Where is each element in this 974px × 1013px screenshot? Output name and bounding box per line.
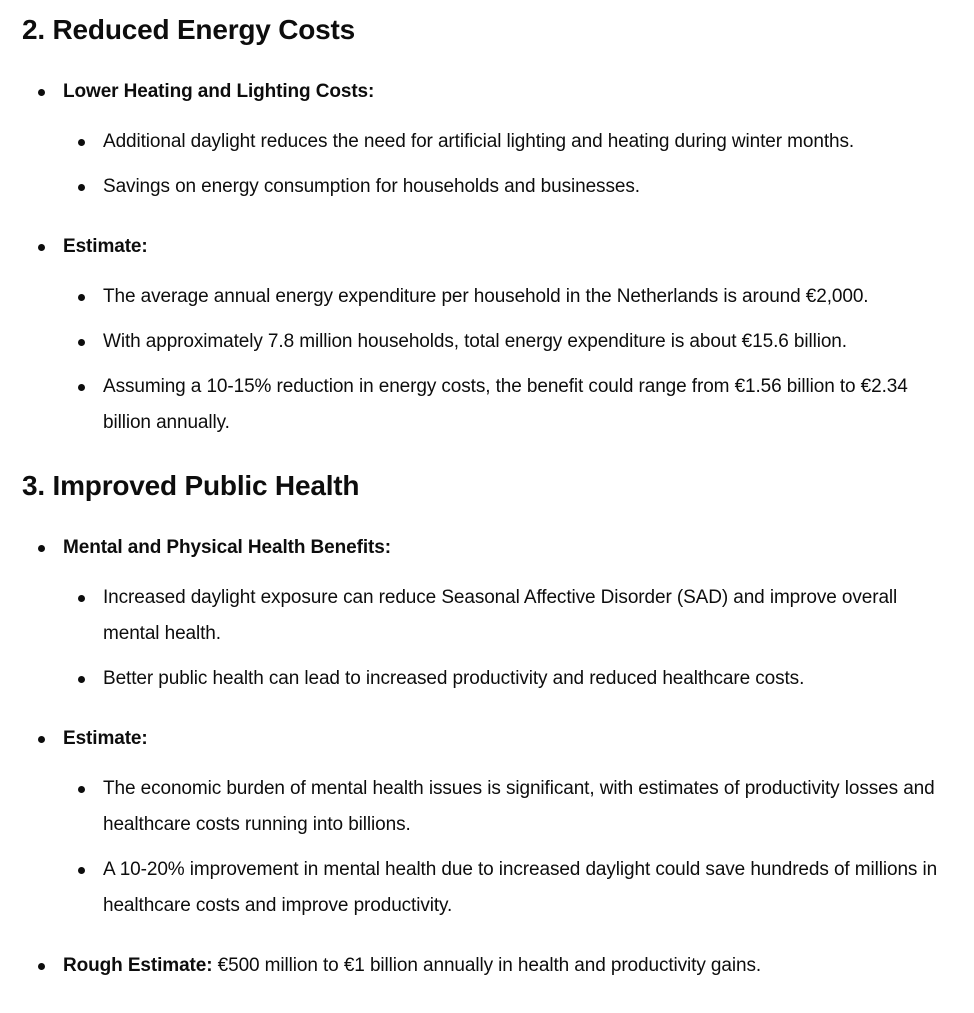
nested-list (63, 771, 941, 924)
sub-list-item: Savings on energy consumption for households and businesses. (103, 169, 941, 205)
list-item (63, 948, 941, 984)
list-item-label: Lower Heating and Lighting Costs: (63, 81, 375, 102)
section-heading: 3. Improved Public Health (22, 470, 360, 501)
section-heading: 2. Reduced Energy Costs (22, 14, 356, 45)
sub-list-item: Assuming a 10-15% reduction in energy costs, the benefit could range from €1.56 billion to €2.34 billion annually. (103, 369, 941, 441)
list-item-label: Mental and Physical Health Benefits: (63, 537, 391, 558)
sub-list-item: The average annual energy expenditure per household in the Netherlands is around €2,000. (103, 279, 941, 315)
sub-list-item: Increased daylight exposure can reduce Seasonal Affective Disorder (SAD) and improve overall mental health. (103, 580, 941, 652)
nested-list (63, 580, 941, 697)
document-body (0, 12, 974, 1013)
top-level-list (22, 74, 941, 441)
list-item-text: €500 million to €1 billion annually in health and productivity gains. (212, 955, 762, 976)
document-section (22, 12, 941, 441)
sub-list-item: The economic burden of mental health issues is significant, with estimates of productivity losses and healthcare costs running into billions. (103, 771, 941, 843)
sub-list-item: Better public health can lead to increased productivity and reduced healthcare costs. (103, 661, 941, 697)
sub-list-item: A 10-20% improvement in mental health due to increased daylight could save hundreds of millions in healthcare costs and improve productivity. (103, 852, 941, 924)
sub-list-item: With approximately 7.8 million households, total energy expenditure is about €15.6 billion. (103, 324, 941, 360)
document-section (22, 468, 941, 984)
top-level-list (22, 530, 941, 984)
nested-list (63, 279, 941, 441)
list-item-label: Estimate: (63, 236, 148, 257)
list-item-label: Estimate: (63, 728, 148, 749)
list-item (63, 74, 941, 205)
list-item (63, 530, 941, 697)
list-item (63, 721, 941, 924)
list-item (63, 229, 941, 441)
sub-list-item: Additional daylight reduces the need for artificial lighting and heating during winter months. (103, 124, 941, 160)
list-item-label: Rough Estimate: (63, 955, 213, 976)
nested-list (63, 124, 941, 205)
